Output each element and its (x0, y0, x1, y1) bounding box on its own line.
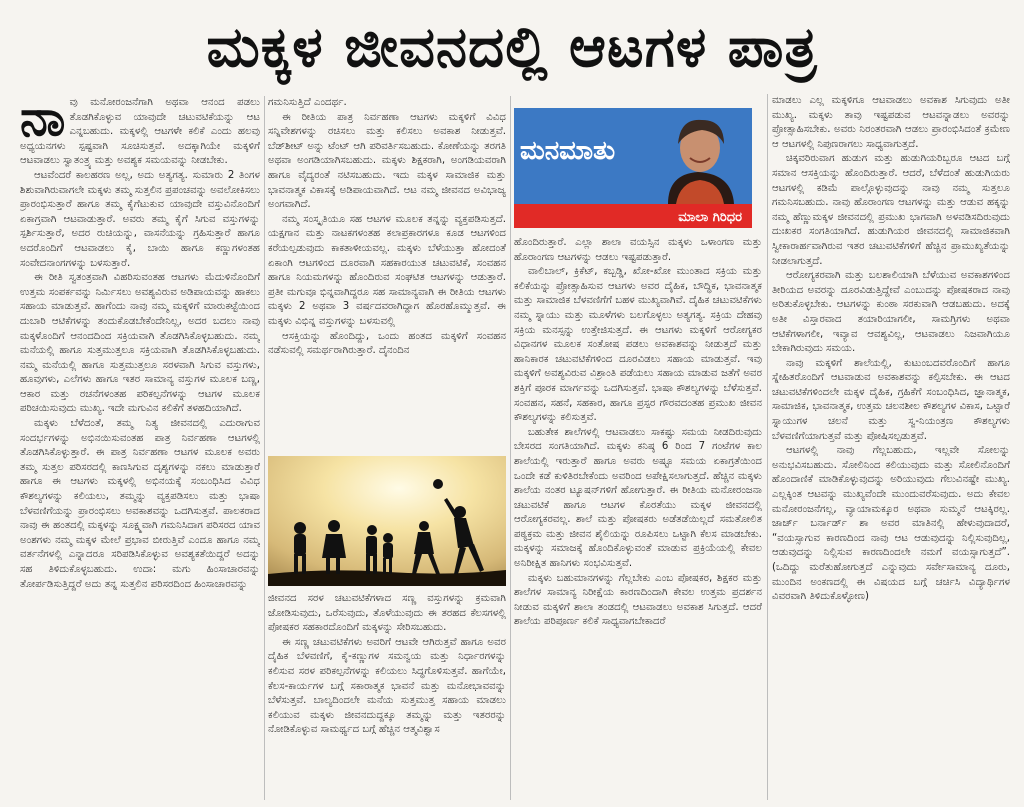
article-column-2 (268, 96, 506, 448)
paragraph: ಮಕ್ಕಳು ಬೆಳೆದಂತೆ, ತಮ್ಮ ನಿತ್ಯ ಜೀವನದಲ್ಲಿ ಎದುರಾಗುವ ಸಂದರ್ಭಗಳನ್ನು ಅಭಿನಯಿಸುವಂತಹ ಪಾತ್ರ ನಿರ್ವಹಣಾ ಆಟಗಳಲ್ಲಿ ತೊಡಗಿಸಿಕೊಳ್ಳುತ್ತಾರೆ. ಈ ಪಾತ್ರ ನಿರ್ವಹಣಾ ಆಟಗಳ ಮೂಲಕ ಅವರು ತಮ್ಮ ಸುತ್ತಲ ಪರಿಸರದಲ್ಲಿ ಕಾಣಸಿಗುವ ದೃಶ್ಯಗಳನ್ನು ನಕಲು ಮಾಡುತ್ತಾರೆ ಹಾಗೂ ಈ ಆಟಗಳು ಮಕ್ಕಳಲ್ಲಿ ಅಭಿನಯಕ್ಕೆ ಸಂಬಂಧಿಸಿದ ವಿವಿಧ ಕೌಶಲ್ಯಗಳನ್ನು ಕಲಿಯಲು, ತಮ್ಮನ್ನು ವ್ಯಕ್ತಪಡಿಸಲು ಮತ್ತು ಭಾಷಾ ಬೆಳವಣಿಗೆಯನ್ನು ಪ್ರಾರಂಭಿಸಲು ಅವಕಾಶವನ್ನು ಒದಗಿಸುತ್ತವೆ. ಪಾಲಕರಾದ ನಾವು ಈ ಹಂತದಲ್ಲಿ ಮಕ್ಕಳನ್ನು ಸೂಕ್ಷ್ಮವಾಗಿ ಗಮನಿಸಿದಾಗ ಪರಿಸರದ ಯಾವ ಅಂಶಗಳು ನಮ್ಮ ಮಕ್ಕಳ ಮೇಲೆ ಪ್ರಭಾವ ಬೀರುತ್ತಿವೆ ಎಂದೂ ಹಾಗೂ ನಮ್ಮ ವರ್ತನೆಗಳಲ್ಲಿ ಎನ್ನಾದರೂ ಸರಿಪಡಿಸಿಕೊಳ್ಳುವ ಅವಶ್ಯಕತೆಯಿದ್ದರೆ ಅದನ್ನು ಸಹ ತಿಳಿದುಕೊಳ್ಳಬಹುದು. ಉದಾ: ಮಗು ಹಿಂಸಾಚಾರವನ್ನು ತೋರ್ಪಡಿಸುತ್ತಿದ್ದರೆ ಅದು ತನ್ನ ಸುತ್ತಲಿನ ಪರಿಸರದಿಂದ ಹಿಂಸಾಚಾರವನ್ನು (20, 418, 260, 590)
paragraph: ಆಟಗಳಲ್ಲಿ ನಾವು ಗೆಲ್ಲಬಹುದು, ಇಲ್ಲವೇ ಸೋಲನ್ನು ಅನುಭವಿಸಬಹುದು. ಸೋಲಿನಿಂದ ಕಲಿಯುವುದು ಮತ್ತು ಸೋಲಿನೊಂದಿಗೆ ಹೊಂದಾಣಿಕೆ ಮಾಡಿಕೊಳ್ಳುವುದನ್ನು ಅರಿಯುವುದು ಗೆಲುವಿನಷ್ಟೇ ಮುಖ್ಯ. ಎಲ್ಲಕ್ಕಿಂತ ಆಟವನ್ನು ಮುಖ್ಯವೆಂದೇ ಮುಂದುವರೆಸುವುದು. ಅದು ಕೇವಲ ಮನೋರಂಜನೆಗಲ್ಲ, ವ್ಯಾಯಾಮಕ್ಕೂರ ಅಥವಾ ಸುಮ್ಮನೆ ಆಟಕ್ಕಿರಲ್ಲ. ಜಾರ್ಜ್ ಬರ್ನಾರ್ಡ್ ಶಾ ಅವರ ಮಾತಿನಲ್ಲಿ ಹೇಳುವುದಾದರೆ, “ವಯಸ್ಸಾಗುವ ಕಾರಣದಿಂದ ನಾವು ಆಟ ಆಡುವುದನ್ನು ನಿಲ್ಲಿಸುವುದಿಲ್ಲ, ಆಡುವುದನ್ನು ನಿಲ್ಲಿಸುವ ಕಾರಣದಿಂದಲೇ ನಮಗೆ ವಯಸ್ಸಾಗುತ್ತದೆ”. (ಒದಿದ್ದು ಮರೆತುಹೋಗುತ್ತದೆ ಎನ್ನುವುದು ಸರ್ವೇಸಾಮಾನ್ಯ ದೂರು, ಮುಂದಿನ ಅಂಕಣದಲ್ಲಿ ಈ ವಿಷಯದ ಬಗ್ಗೆ ಚರ್ಚಿಸಿ ವಿದ್ಯಾರ್ಥಿಗಳ ವಿವರವಾಗಿ ತಿಳಿದುಕೊಳ್ಳೋಣ) (772, 445, 1010, 603)
paragraph: ಜೀವನದ ಸರಳ ಚಟುವಟಿಕೆಗಳಾದ ಸಣ್ಣ ವಸ್ತುಗಳನ್ನು ಕ್ರಮವಾಗಿ ಜೋಡಿಸುವುದು, ಒರೆಸುವುದು, ತೊಳೆಯುವುದು ಈ ತರಹದ ಕೆಲಸಗಳಲ್ಲಿ ಪೋಷಕರ ಸಹಕಾರದೊಂದಿಗೆ ಮಕ್ಕಳನ್ನು ಸೇರಿಸಬಹುದು. (268, 593, 506, 634)
paragraph: ವು ಮನೋರಂಜನೆಗಾಗಿ ಅಥವಾ ಆನಂದ ಪಡಲು ತೊಡಗಿಕೊಳ್ಳುವ ಯಾವುದೇ ಚಟುವಟಿಕೆಯನ್ನು ಆಟ ಎನ್ನಬಹುದು. ಮಕ್ಕಳಲ್ಲಿ ಆಟಗಳೇ ಕಲಿಕೆ ಎಂದು ಹಲವು ಅಧ್ಯಯನಗಳು ಸ್ಪಷ್ಟವಾಗಿ ಸೂಚಿಸುತ್ತವೆ. ಅದಕ್ಕಾಗಿಯೇ ಮಕ್ಕಳಿಗೆ ಆಟವಾಡಲು ಸ್ವಾತಂತ್ರ್ಯ ಮತ್ತು ಅವಶ್ಯಕ ಸಮಯವನ್ನು ನೀಡಬೇಕು. (20, 97, 260, 167)
paragraph: ಮಕ್ಕಳು ಬಹುಮಾನಗಳನ್ನು ಗೆಲ್ಲಬೇಕು ಎಂಬ ಪೋಷಕರ, ಶಿಕ್ಷಕರ ಮತ್ತು ಶಾಲೆಗಳ ಸಾಮಾನ್ಯ ನಿರೀಕ್ಷೆಯ ಕಾರಣದಿಂದಾಗಿ ಕೇವಲ ಉತ್ತಮ ಪ್ರದರ್ಶನ ನೀಡುವ ಮಕ್ಕಳಿಗೆ ಶಾಲಾ ತಂಡದಲ್ಲಿ ಆಟವಾಡಲು ಅವಕಾಶ ಸಿಗುತ್ತದೆ. ಆದರೆ ಶಾಲೆಯ ಪರಿಪೂರ್ಣ ಕಲಿಕೆ ಸಾಧ್ಯವಾಗಬೇಕಾದರೆ (514, 572, 762, 628)
paragraph: ನಾವು ಮಕ್ಕಳಿಗೆ ಶಾಲೆಯಲ್ಲಿ, ಕುಟುಂಬದವರೊಂದಿಗೆ ಹಾಗೂ ಸ್ನೇಹಿತರೊಂದಿಗೆ ಆಟವಾಡುವ ಅವಕಾಶವನ್ನು ಕಲ್ಪಿಸಬೇಕು. ಈ ಆಟದ ಚಟುವಟಿಕೆಗಳಿಂದಲೇ ಮಕ್ಕಳ ದೈಹಿಕ, ಗ್ರಹಿಕೆಗೆ ಸಂಬಂಧಿಸಿದ, ಜ್ಞಾನಾತ್ಮಕ, ಸಾಮಾಜಿಕ, ಭಾವನಾತ್ಮಕ, ಉತ್ತಮ ಚಲನಶೀಲ ಕೌಶಲ್ಯಗಳ ವಿಕಾಸ, ಒಟ್ಟಾರೆ ಸ್ನಾಯುಗಳ ಚಲನೆ ಮತ್ತು ಸ್ವ-ನಿಯಂತ್ರಣ ಕೌಶಲ್ಯಗಳು ಬೆಳವಣಿಗೆಯಾಗುತ್ತವೆ ಮತ್ತು ಪೋಷಿಸಲ್ಪಡುತ್ತವೆ. (772, 357, 1010, 442)
column-name: ಮನಮಾತು (520, 136, 616, 166)
paragraph: ಆಸಕ್ತಿಯನ್ನು ಹೊಂದಿದ್ದು, ಒಂದು ಹಂತದ ಮಕ್ಕಳಿಗೆ ಸಂವಹನ ನಡೆಸುವಲ್ಲಿ ಸಮರ್ಥರಾಗಿರುತ್ತಾರೆ. ದೈನಂದಿನ (268, 330, 506, 357)
paragraph: ಆಟವೆಂದರೆ ಕಾಲಹರಣ ಅಲ್ಲ, ಅದು ಅತ್ಯಗತ್ಯ. ಸುಮಾರು 2 ತಿಂಗಳ ಶಿಶುವಾಗಿರುವಾಗಲೇ ಮಕ್ಕಳು ತಮ್ಮ ಸುತ್ತಲಿನ ಪ್ರಪಂಚವನ್ನು ಅವಲೋಕಿಸಲು ಪ್ರಾರಂಭಿಸುತ್ತಾರೆ ಹಾಗೂ ತಮ್ಮ ಕೈಗೆಟುಕುವ ಯಾವುದೇ ವಸ್ತುವಿನೊಂದಿಗೆ ಏಕಾಗ್ರವಾಗಿ ಆಟವಾಡುತ್ತಾರೆ. ಅವರು ತಮ್ಮ ಕೈಗೆ ಸಿಗುವ ವಸ್ತುಗಳನ್ನು ಸ್ಪರ್ಶಿಸುತ್ತಾರೆ, ಅದರ ರುಚಿಯನ್ನು, ವಾಸನೆಯನ್ನು ಗ್ರಹಿಸುತ್ತಾರೆ ಹಾಗೂ ಅದರೊಂದಿಗೆ ಆಟವಾಡಲು ಕೈ, ಬಾಯಿ ಹಾಗೂ ಕಣ್ಣುಗಳಂತಹ ಸಂವೇದನಾಂಗಗಳನ್ನು ಬಳಸುತ್ತಾರೆ. (20, 169, 260, 269)
paragraph: ಬಹುತೇಕ ಶಾಲೆಗಳಲ್ಲಿ ಆಟವಾಡಲು ಸಾಕಷ್ಟು ಸಮಯ ನೀಡದಿರುವುದು ಬೇಸರದ ಸಂಗತಿಯಾಗಿದೆ. ಮಕ್ಕಳು ಕನಿಷ್ಠ 6 ರಿಂದ 7 ಗಂಟೆಗಳ ಕಾಲ ಶಾಲೆಯಲ್ಲಿ ಇರುತ್ತಾರೆ ಹಾಗೂ ಅವರು ಅಷ್ಟೂ ಸಮಯ ಏಕಾಗ್ರತೆಯಿಂದ ಒಂದೇ ಕಡೆ ಕುಳಿತಿರಬೇಕೆಂದು ಅವರಿಂದ ಅಪೇಕ್ಷಿಸಲಾಗುತ್ತದೆ. ಹೆಚ್ಚಿನ ಮಕ್ಕಳು ಶಾಲೆಯ ನಂತರ ಟ್ಯೂಷನ್‌ಗಳಿಗೆ ಹೋಗುತ್ತಾರೆ. ಈ ರೀತಿಯ ಮನೋರಂಜನಾ ಚಟುವಟಿಕೆ ಹಾಗೂ ಆಟಗಳ ಕೊರತೆಯು ಮಕ್ಕಳ ಜೀವನದಲ್ಲಿ ಆರೋಗ್ಯಕರವಲ್ಲ. ಶಾಲೆ ಮತ್ತು ಪೋಷಕರು ಅಡೆತಡೆಯಿಲ್ಲದೆ ಸಮತೋಲಿತ ಪಠ್ಯಕ್ರಮ ಮತ್ತು ಜೀವನ ಶೈಲಿಯನ್ನು ರೂಪಿಸಲು ಒಟ್ಟಾಗಿ ಕೆಲಸ ಮಾಡಬೇಕು. ಮಕ್ಕಳನ್ನು ಸಮಾಜಕ್ಕೆ ಹೊಂದಿಕೊಳ್ಳುವಂತೆ ಮಾಡುವ ಪ್ರಕ್ರಿಯೆಯಲ್ಲಿ ಕೇವಲ ಅನಿರೀಕ್ಷಿತ ಹಾನಿಗಳು ಸಂಭವಿಸುತ್ತವೆ. (514, 426, 762, 570)
headline: ಮಕ್ಕಳ ಜೀವನದಲ್ಲಿ ಆಟಗಳ ಪಾತ್ರ (206, 15, 818, 80)
author-name: ಮಾಲಾ ಗಿರಿಧರ (678, 210, 742, 225)
article-column-4 (772, 94, 1010, 801)
paragraph: ಮಾಡಲು ಎಲ್ಲ ಮಕ್ಕಳಿಗೂ ಆಟವಾಡಲು ಅವಕಾಶ ಸಿಗುವುದು ಅತೀ ಮುಖ್ಯ. ಮಕ್ಕಳು ತಾವು ಇಷ್ಟಪಡುವ ಆಟವನ್ನಾಡಲು ಅವರನ್ನು ಪ್ರೋತ್ಸಾಹಿಸಬೇಕು. ಅವರು ನಿರಂತರವಾಗಿ ಆಡಲು ಪ್ರಾರಂಭಿಸಿದಂತೆ ಕ್ರಮೇಣ ಆ ಆಟಗಳಲ್ಲಿ ನಿಪುಣರಾಗಲು ಸಾಧ್ಯವಾಗುತ್ತದೆ. (772, 95, 1010, 150)
paragraph: ಚಿಕ್ಕವರಿರುವಾಗ ಹುಡುಗ ಮತ್ತು ಹುಡುಗಿಯರಿಬ್ಬರೂ ಆಟದ ಬಗ್ಗೆ ಸಮಾನ ಆಸಕ್ತಿಯನ್ನು ಹೊಂದಿರುತ್ತಾರೆ. ಆದರೆ, ಬೆಳೆದಂತೆ ಹುಡುಗಿಯರು ಆಟಗಳಲ್ಲಿ ಕಡಿಮೆ ಪಾಲ್ಗೊಳ್ಳುವುದನ್ನು ನಾವು ನಮ್ಮ ಸುತ್ತಲೂ ಗಮನಿಸಬಹುದು. ನಾವು ಹೊರಾಂಗಣ ಆಟಗಳನ್ನು ಮತ್ತು ಆಡುವ ಹಕ್ಕನ್ನು ನಮ್ಮ ಹೆಣ್ಣುಮಕ್ಕಳ ಜೀವನದಲ್ಲಿ ಪ್ರಮುಖ ಭಾಗವಾಗಿ ಅಳವಡಿಸದಿರುವುದು ದುಃಖಕರ ಸಂಗತಿಯಾಗಿದೆ. ಹುಡುಗಿಯರ ಜೀವನದಲ್ಲಿ ಸಾಮಾಜಿಕವಾಗಿ ಸ್ವೀಕಾರಾರ್ಹವಾಗಿರುವ ಇತರ ಚಟುವಟಿಕೆಗಳಿಗೆ ಹೆಚ್ಚಿನ ಪ್ರಾಮುಖ್ಯತೆಯನ್ನು ನೀಡಲಾಗುತ್ತದೆ. (772, 153, 1010, 267)
sunset-silhouette-image (268, 456, 506, 586)
children-playing-photo (268, 456, 506, 586)
column-byline-box (514, 108, 752, 228)
paragraph: ಹೊಂದಿರುತ್ತಾರೆ. ಎಲ್ಲಾ ಶಾಲಾ ವಯಸ್ಸಿನ ಮಕ್ಕಳು ಒಳಾಂಗಣ ಮತ್ತು ಹೊರಾಂಗಣ ಆಟಗಳನ್ನು ಆಡಲು ಇಷ್ಟಪಡುತ್ತಾರೆ. (514, 237, 762, 263)
article-column-3 (514, 236, 762, 801)
paragraph: ಈ ಸಣ್ಣ ಚಟುವಟಿಕೆಗಳು ಅವರಿಗೆ ಆಟವೇ ಆಗಿರುತ್ತವೆ ಹಾಗೂ ಅವರ ದೈಹಿಕ ಬೆಳವಣಿಗೆ, ಕೈ-ಕಣ್ಣುಗಳ ಸಮನ್ವಯ ಮತ್ತು ನಿರ್ಧಾರಗಳನ್ನು ಕಲಿಸುವ ಸರಳ ಪರಿಕಲ್ಪನೆಗಳನ್ನು ಕಲಿಯಲು ಸಿದ್ಧಗೊಳಿಸುತ್ತವೆ. ಹಾಗೆಯೇ, ಕೆಲಸ-ಕಾರ್ಯಗಳ ಬಗ್ಗೆ ಸಕಾರಾತ್ಮಕ ಭಾವನೆ ಮತ್ತು ಮನೋಭಾವವನ್ನು ಬೆಳೆಸುತ್ತವೆ. ಬಾಲ್ಯದಿಂದಲೇ ಮನೆಯ ಸುತ್ತಮುತ್ತ ಸಹಾಯ ಮಾಡಲು ಕಲಿಯುವ ಮಕ್ಕಳು ಜೀವನದುದ್ದಕ್ಕೂ ತಮ್ಮನ್ನು ಮತ್ತು ಇತರರನ್ನು ನೋಡಿಕೊಳ್ಳುವ ಸಾಮರ್ಥ್ಯದ ಬಗ್ಗೆ ಹೆಚ್ಚಿನ ಆತ್ಮವಿಶ್ವಾಸ (268, 636, 506, 736)
column-divider (510, 96, 511, 800)
paragraph: ಈ ರೀತಿಯ ಪಾತ್ರ ನಿರ್ವಹಣಾ ಆಟಗಳು ಮಕ್ಕಳಿಗೆ ವಿವಿಧ ಸನ್ನಿವೇಶಗಳನ್ನು ರಚಿಸಲು ಮತ್ತು ಕಲಿಸಲು ಅವಕಾಶ ನೀಡುತ್ತವೆ. ಬೆಡ್‌ಶೀಟ್ ಅನ್ನು ಟೆಂಟ್ ಆಗಿ ಪರಿವರ್ತಿಸಬಹುದು. ಕೋಣೆಯನ್ನು ತರಗತಿ ಅಥವಾ ಅಂಗಡಿಯಾಗಿಸಬಹುದು. ಮಕ್ಕಳು ಶಿಕ್ಷಕರಾಗಿ, ಅಂಗಡಿಯವರಾಗಿ ಹಾಗೂ ವೈದ್ಯರಂತೆ ನಟಿಸಬಹುದು. ಇದು ಮಕ್ಕಳ ಸಾಮಾಜಿಕ ಮತ್ತು ಭಾವನಾತ್ಮಕ ವಿಕಾಸಕ್ಕೆ ಅಡಿಪಾಯವಾಗಿದೆ. ಆಟ ನಮ್ಮ ಜೀವನದ ಅವಿಭಾಜ್ಯ ಅಂಗವಾಗಿದೆ. (268, 111, 506, 211)
column-divider (264, 96, 265, 800)
column-divider (767, 94, 768, 800)
article-column-2-continued (268, 592, 506, 800)
article-column-1 (20, 96, 260, 796)
drop-cap: ನಾ (20, 96, 66, 147)
paragraph: ಆರೋಗ್ಯಕರವಾಗಿ ಮತ್ತು ಬಲಶಾಲಿಯಾಗಿ ಬೆಳೆಯುವ ಅವಕಾಶಗಳಿಂದ ತೀರಿಯದ ಅವರನ್ನು ದೂರವಿಡುತ್ತಿದ್ದೇವೆ ಎಂಬುದನ್ನು ಪೋಷಕರಾದ ನಾವು ಅರಿತುಕೊಳ್ಳಬೇಕು. ಆಟಗಳನ್ನು ಕುಂಠಾ ಸರಕುವಾಗಿ ಆಡಬಹುದು. ಅದಕ್ಕೆ ಅತೀ ವಿಸ್ತಾರವಾದ ತಯಾರಿಯಾಗಲೀ, ಸಾಮಗ್ರಿಗಳು ಅಥವಾ ಆಟಿಕೆಗಳಾಗಲೀ, ಇವ್ಯಾವ ಆವಶ್ಯವಿಲ್ಲ, ಆಟವಾಡಲು ನಿಜವಾಗಿಯೂ ಬೇಕಾಗಿರುವುದು ಸಮಯ. (772, 270, 1010, 355)
author-portrait-image (646, 108, 752, 204)
paragraph: ಗಮನಿಸುತ್ತಿದೆ ಎಂದರ್ಥ. (268, 97, 347, 108)
paragraph: ಈ ರೀತಿ ಸ್ವತಂತ್ರವಾಗಿ ವಿಹರಿಸುವಂತಹ ಆಟಗಳು ಮೆದುಳಿನೊಂದಿಗೆ ಉತ್ತಮ ಸಂಪರ್ಕವನ್ನು ನಿರ್ಮಿಸಲು ಅವಶ್ಯವಿರುವ ಅಡಿಪಾಯವನ್ನು ಹಾಕಲು ಸಹಾಯ ಮಾಡುತ್ತವೆ. ಹಾಗೆಂದು ನಾವು ನಮ್ಮ ಮಕ್ಕಳಿಗೆ ಮಾರುಕಟ್ಟೆಯಿಂದ ದುಬಾರಿ ಆಟಿಕೆಗಳನ್ನು ತಂದುಕೊಡಬೇಕೆಂದೇನಿಲ್ಲ, ಅದರ ಬದಲು ನಾವು ಮಕ್ಕಳೊಂದಿಗೆ ಆನಂದದಿಂದ ಸಕ್ರಿಯವಾಗಿ ತೊಡಗಿಸಿಕೊಳ್ಳಬಹುದು. ನಮ್ಮ ಮನೆಯಲ್ಲಿ ಹಾಗೂ ಸುತ್ತಮುತ್ತಲೂ ಸಕ್ರಿಯವಾಗಿ ತೊಡಗಿಸಿಕೊಳ್ಳಬಹುದು. ನಮ್ಮ ಮನೆಯಲ್ಲಿ ಹಾಗೂ ಸುತ್ತಮುತ್ತಲೂ ಸರಳವಾಗಿ ಸಿಗುವ ವಸ್ತುಗಳು, ಹೂವುಗಳು, ಎಲೆಗಳು ಹಾಗೂ ಇತರ ಸಾಮಾನ್ಯ ವಸ್ತುಗಳ ಮೂಲಕ ಬಣ್ಣ, ಆಕಾರ ಮತ್ತು ರಚನೆಗಳಂತಹ ಪರಿಕಲ್ಪನೆಗಳನ್ನು ಆಟಗಳ ಮೂಲಕ ಪರಿಚಯಿಸುವುದು ಮುಖ್ಯ. ಇದೇ ಮಗುವಿನ ಕಲಿಕೆಗೆ ತಳಹದಿಯಾಗಿದೆ. (20, 272, 260, 415)
paragraph: ನಮ್ಮ ಸಂಸ್ಕೃತಿಯೂ ಸಹ ಆಟಗಳ ಮೂಲಕ ತನ್ನನ್ನು ವ್ಯಕ್ತಪಡಿಸುತ್ತದೆ. ಯಕ್ಷಗಾನ ಮತ್ತು ನಾಟಕಗಳಂತಹ ಕಲಾಪ್ರಕಾರಗಳೂ ಕೂಡ ಆಟಗಳಿಂದ ಕರೆಯಲ್ಪಡುವುದು ಕಾಕತಾಳೀಯವಲ್ಲ. ಮಕ್ಕಳು ಬೆಳೆಯುತ್ತಾ ಹೋದಂತೆ ಏಕಾಂಗಿ ಆಟಗಳಿಂದ ದೂರವಾಗಿ ಸಹಕಾರಯುತ ಚಟುವಟಿಕೆ, ಸಂವಹನ ಹಾಗೂ ನಿಯಮಗಳನ್ನು ಹೊಂದಿರುವ ಸಂಘಟಿತ ಆಟಗಳನ್ನು ಆಡುತ್ತಾರೆ. ಪ್ರತೀ ಮಗುವೂ ಭಿನ್ನವಾಗಿದ್ದರೂ ಸಹ ಸಾಮಾನ್ಯವಾಗಿ ಈ ರೀತಿಯ ಆಟಗಳು ಮಕ್ಕಳು 2 ಅಥವಾ 3 ವರ್ಷದವರಾಗಿದ್ದಾಗ ಹೊರಹೊಮ್ಮುತ್ತವೆ. ಈ ಮಕ್ಕಳು ವಿಭಿನ್ನ ವಸ್ತುಗಳನ್ನು ಬಳಸುವಲ್ಲಿ (268, 213, 506, 327)
paragraph: ವಾಲಿಬಾಲ್, ಕ್ರಿಕೆಟ್, ಕಬ್ಬಡ್ಡಿ, ಖೋ-ಖೋ ಮುಂತಾದ ಸಕ್ರಿಯ ಮತ್ತು ಕಲಿಕೆಯನ್ನು ಪ್ರೋತ್ಸಾಹಿಸುವ ಆಟಗಳು ಅವರ ದೈಹಿಕ, ಬೌದ್ಧಿಕ, ಭಾವನಾತ್ಮಕ ಮತ್ತು ಸಾಮಾಜಿಕ ಬೆಳವಣಿಗೆಗೆ ಬಹಳ ಮುಖ್ಯವಾಗಿವೆ. ದೈಹಿಕ ಚಟುವಟಿಕೆಗಳು ನಮ್ಮ ಸ್ನಾಯು ಮತ್ತು ಮೂಳೆಗಳು ಬಲಗೊಳ್ಳಲು ಅತ್ಯಗತ್ಯ. ಸಕ್ರಿಯ ದೇಹವು ಸಕ್ರಿಯ ಮನಸ್ಸನ್ನು ಉತ್ತೇಜಿಸುತ್ತದೆ. ಈ ಆಟಗಳು ಮಕ್ಕಳಿಗೆ ಆರೋಗ್ಯಕರ ವಿಧಾನಗಳ ಮೂಲಕ ಸಂತೋಷ ಪಡಲು ಅವಕಾಶವನ್ನು ನೀಡುತ್ತದೆ ಮತ್ತು ಹಾನಿಕಾರಕ ಚಟುವಟಿಕೆಗಳಿಂದ ದೂರವಿಡಲು ಸಹಾಯ ಮಾಡುತ್ತವೆ. ಇವು ಮಕ್ಕಳಿಗೆ ಅವಶ್ಯವಿರುವ ವಿಶ್ರಾಂತಿ ಪಡೆಯಲು ಸಹಾಯ ಮಾಡುವ ಜತೆಗೆ ಅವರ ಶಕ್ತಿಗೆ ಪೂರಕ ಮಾರ್ಗವನ್ನು ಒದಗಿಸುತ್ತವೆ. ಭಾಷಾ ಕೌಶಲ್ಯಗಳನ್ನು ಬೆಳೆಸುತ್ತವೆ. ಸಂವಹನ, ಸಹನೆ, ಸಹಕಾರ, ಹಾಗೂ ಪ್ರಸ್ಪರ ಗೌರವದಂತಹ ಪ್ರಮುಖ ಜೀವನ ಕೌಶಲ್ಯಗಳನ್ನು ಕಲಿಸುತ್ತವೆ. (514, 266, 762, 424)
